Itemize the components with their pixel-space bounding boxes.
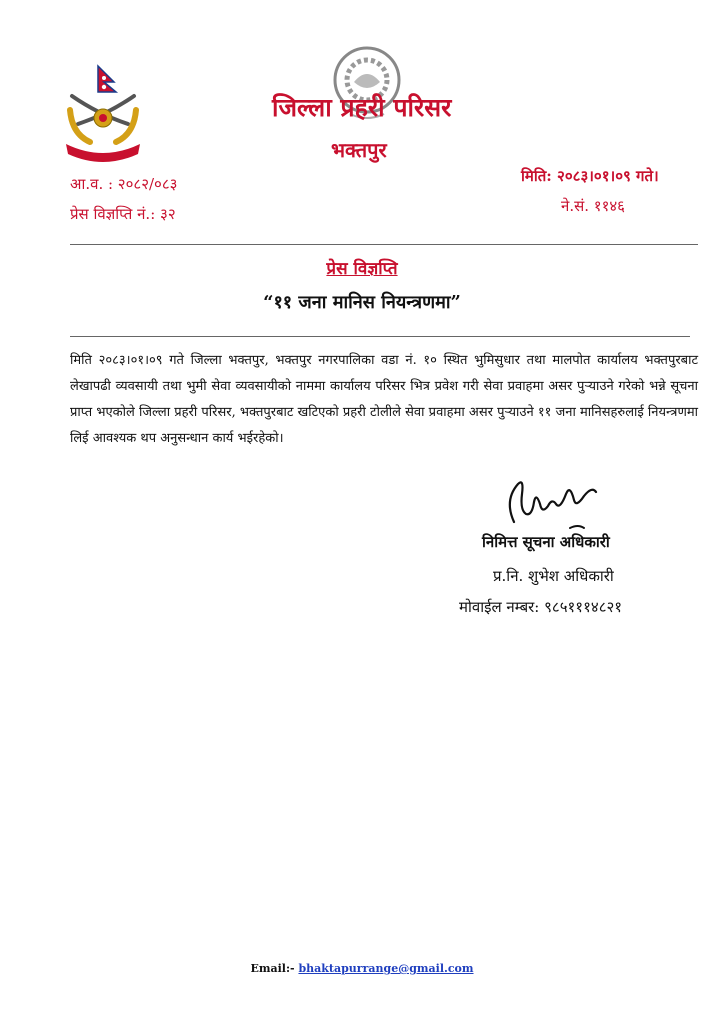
- office-location: भक्तपुर: [331, 138, 387, 162]
- notice-label-text: प्रेस विज्ञप्ति: [326, 259, 398, 279]
- notice-headline: “११ जना मानिस नियन्त्रणमा”: [263, 292, 461, 313]
- office-name: जिल्ला प्रहरी परिसर: [272, 93, 452, 122]
- headline-divider: [70, 336, 690, 337]
- email-link[interactable]: bhaktapurrange@gmail.com: [298, 962, 474, 975]
- fiscal-year: आ.व. : २०८२/०८३: [70, 175, 178, 193]
- signatory-name: प्र.नि. शुभेश अधिकारी: [493, 567, 614, 585]
- footer-email: [0, 962, 724, 975]
- top-divider: [70, 244, 698, 245]
- police-emblem-icon: [58, 62, 148, 162]
- release-date: मिति: २०८३।०१।०९ गते।: [521, 167, 659, 185]
- notice-body: मिति २०८३।०१।०९ गते जिल्ला भक्तपुर, भक्तपुर नगरपालिका वडा नं. १० स्थित भुमिसुधार तथा मालपोत कार्यालय भक्तपुरबाट लेखापढी व्यवसायी तथा भुमी सेवा व्यवसायीको नाममा कार्यालय परिसर भित्र प्रवेश गरी सेवा प्रवाहमा असर पुऱ्याउने गरेको भन्ने सूचना प्राप्त भएकोले जिल्ला प्रहरी परिसर, भक्तपुरबाट खटिएको प्रहरी टोलीले सेवा प्रवाहमा असर पुऱ्याउने ११ जना मानिसहरुलाई नियन्त्रणमा लिई आवश्यक थप अनुसन्धान कार्य भईरहेको।: [70, 353, 698, 446]
- notice-label: [0, 256, 724, 279]
- press-release-number: प्रेस विज्ञप्ति नं.: ३२: [70, 205, 176, 223]
- nepal-sambat-date: ने.सं. ११४६: [561, 197, 625, 215]
- signatory-title: निमित्त सूचना अधिकारी: [482, 533, 610, 551]
- signatory-mobile: मोवाईल नम्बर: ९८५१११४८२१: [459, 598, 623, 616]
- handwritten-signature-icon: [500, 470, 610, 532]
- email-label: Email:-: [250, 962, 295, 975]
